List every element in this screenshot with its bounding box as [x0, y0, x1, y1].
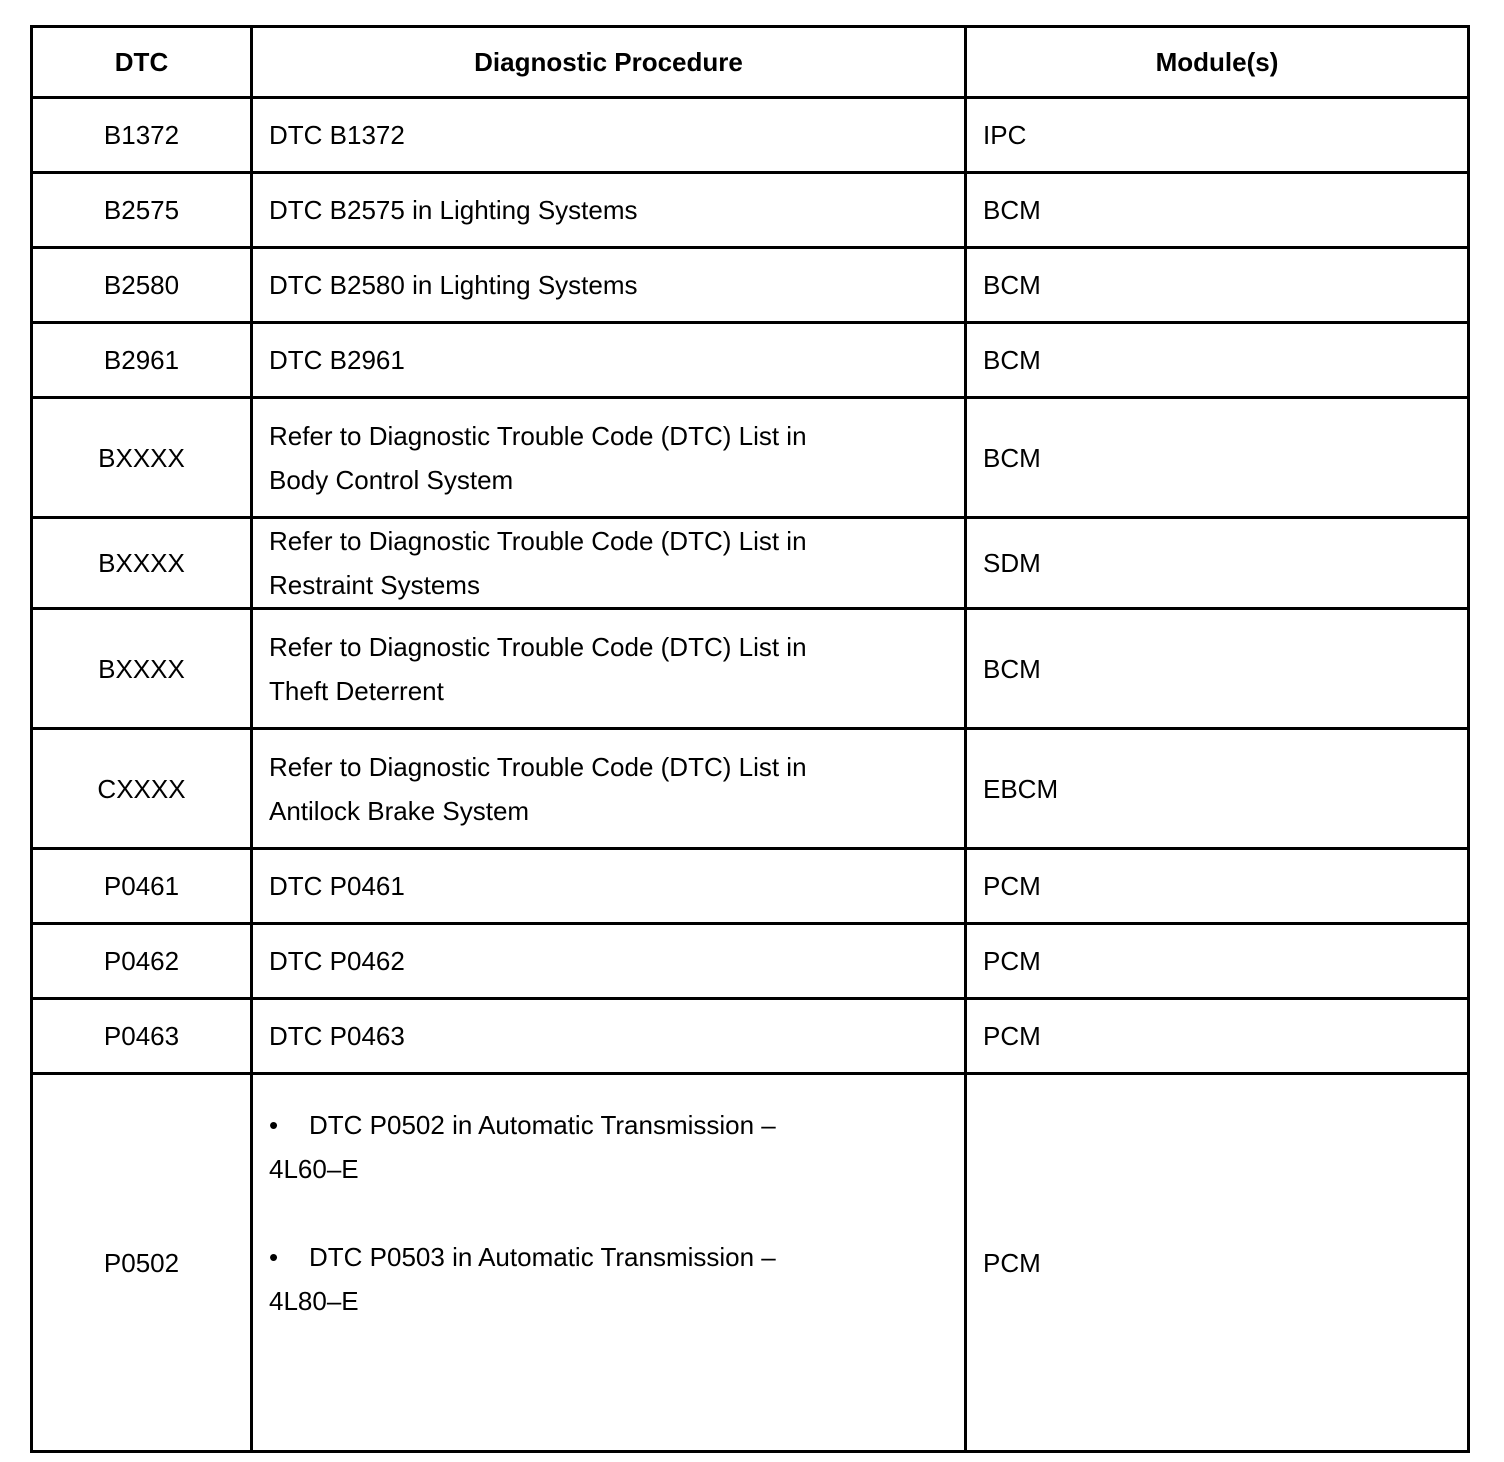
module: EBCM — [966, 729, 1469, 849]
module: BCM — [966, 398, 1469, 518]
procedure-line: DTC P0502 in Automatic Transmission – — [309, 1109, 776, 1140]
procedure-line: Antilock Brake System — [269, 795, 530, 826]
header-modules: Module(s) — [966, 27, 1469, 98]
dtc-code: BXXXX — [32, 609, 252, 729]
table-row — [32, 518, 1469, 609]
bullet-icon: • — [269, 1109, 279, 1140]
diagnostic-procedure — [252, 518, 966, 609]
dtc-code: P0462 — [32, 924, 252, 999]
diagnostic-procedure: DTC B2575 in Lighting Systems — [252, 173, 966, 248]
table-row — [32, 999, 1469, 1074]
procedure-line: Refer to Diagnostic Trouble Code (DTC) List in — [269, 631, 807, 662]
list-item — [269, 1235, 948, 1323]
dtc-code: B2575 — [32, 173, 252, 248]
diagnostic-procedure: DTC P0461 — [252, 849, 966, 924]
dtc-code: B2961 — [32, 323, 252, 398]
dtc-code: BXXXX — [32, 398, 252, 518]
procedure-line: DTC P0503 in Automatic Transmission – — [309, 1241, 776, 1272]
table-row — [32, 924, 1469, 999]
module: BCM — [966, 323, 1469, 398]
module: BCM — [966, 173, 1469, 248]
table-row — [32, 849, 1469, 924]
dtc-code: CXXXX — [32, 729, 252, 849]
dtc-code: B2580 — [32, 248, 252, 323]
dtc-code: P0461 — [32, 849, 252, 924]
diagnostic-procedure: DTC B1372 — [252, 98, 966, 173]
header-dtc: DTC — [32, 27, 252, 98]
bullet-icon: • — [269, 1241, 279, 1272]
header-row — [32, 27, 1469, 98]
table-row — [32, 248, 1469, 323]
procedure-bullet-list — [269, 1103, 948, 1423]
diagnostic-procedure — [252, 1074, 966, 1452]
procedure-line: Body Control System — [269, 464, 514, 495]
dtc-table — [30, 25, 1470, 1453]
module: PCM — [966, 924, 1469, 999]
diagnostic-procedure: DTC P0463 — [252, 999, 966, 1074]
procedure-line: Refer to Diagnostic Trouble Code (DTC) List in — [269, 751, 807, 782]
table-row — [32, 173, 1469, 248]
dtc-code: BXXXX — [32, 518, 252, 609]
table-row — [32, 98, 1469, 173]
procedure-line: Refer to Diagnostic Trouble Code (DTC) List in — [269, 420, 807, 451]
diagnostic-procedure — [252, 609, 966, 729]
procedure-line: Theft Deterrent — [269, 675, 444, 706]
diagnostic-procedure: DTC P0462 — [252, 924, 966, 999]
module: BCM — [966, 248, 1469, 323]
procedure-line: Refer to Diagnostic Trouble Code (DTC) List in — [269, 526, 807, 556]
dtc-code: B1372 — [32, 98, 252, 173]
procedure-line: 4L80–E — [269, 1285, 359, 1316]
module: PCM — [966, 1074, 1469, 1452]
procedure-line: Restraint Systems — [269, 570, 480, 600]
diagnostic-procedure: DTC B2580 in Lighting Systems — [252, 248, 966, 323]
diagnostic-procedure — [252, 729, 966, 849]
dtc-code: P0463 — [32, 999, 252, 1074]
module: IPC — [966, 98, 1469, 173]
module: PCM — [966, 849, 1469, 924]
diagnostic-procedure: DTC B2961 — [252, 323, 966, 398]
table-row — [32, 729, 1469, 849]
table-row — [32, 398, 1469, 518]
table-row — [32, 323, 1469, 398]
table-row — [32, 1074, 1469, 1452]
module: SDM — [966, 518, 1469, 609]
module: PCM — [966, 999, 1469, 1074]
header-diagnostic-procedure: Diagnostic Procedure — [252, 27, 966, 98]
list-item — [269, 1103, 948, 1191]
dtc-code: P0502 — [32, 1074, 252, 1452]
table-row — [32, 609, 1469, 729]
diagnostic-procedure — [252, 398, 966, 518]
procedure-line: 4L60–E — [269, 1153, 359, 1184]
module: BCM — [966, 609, 1469, 729]
